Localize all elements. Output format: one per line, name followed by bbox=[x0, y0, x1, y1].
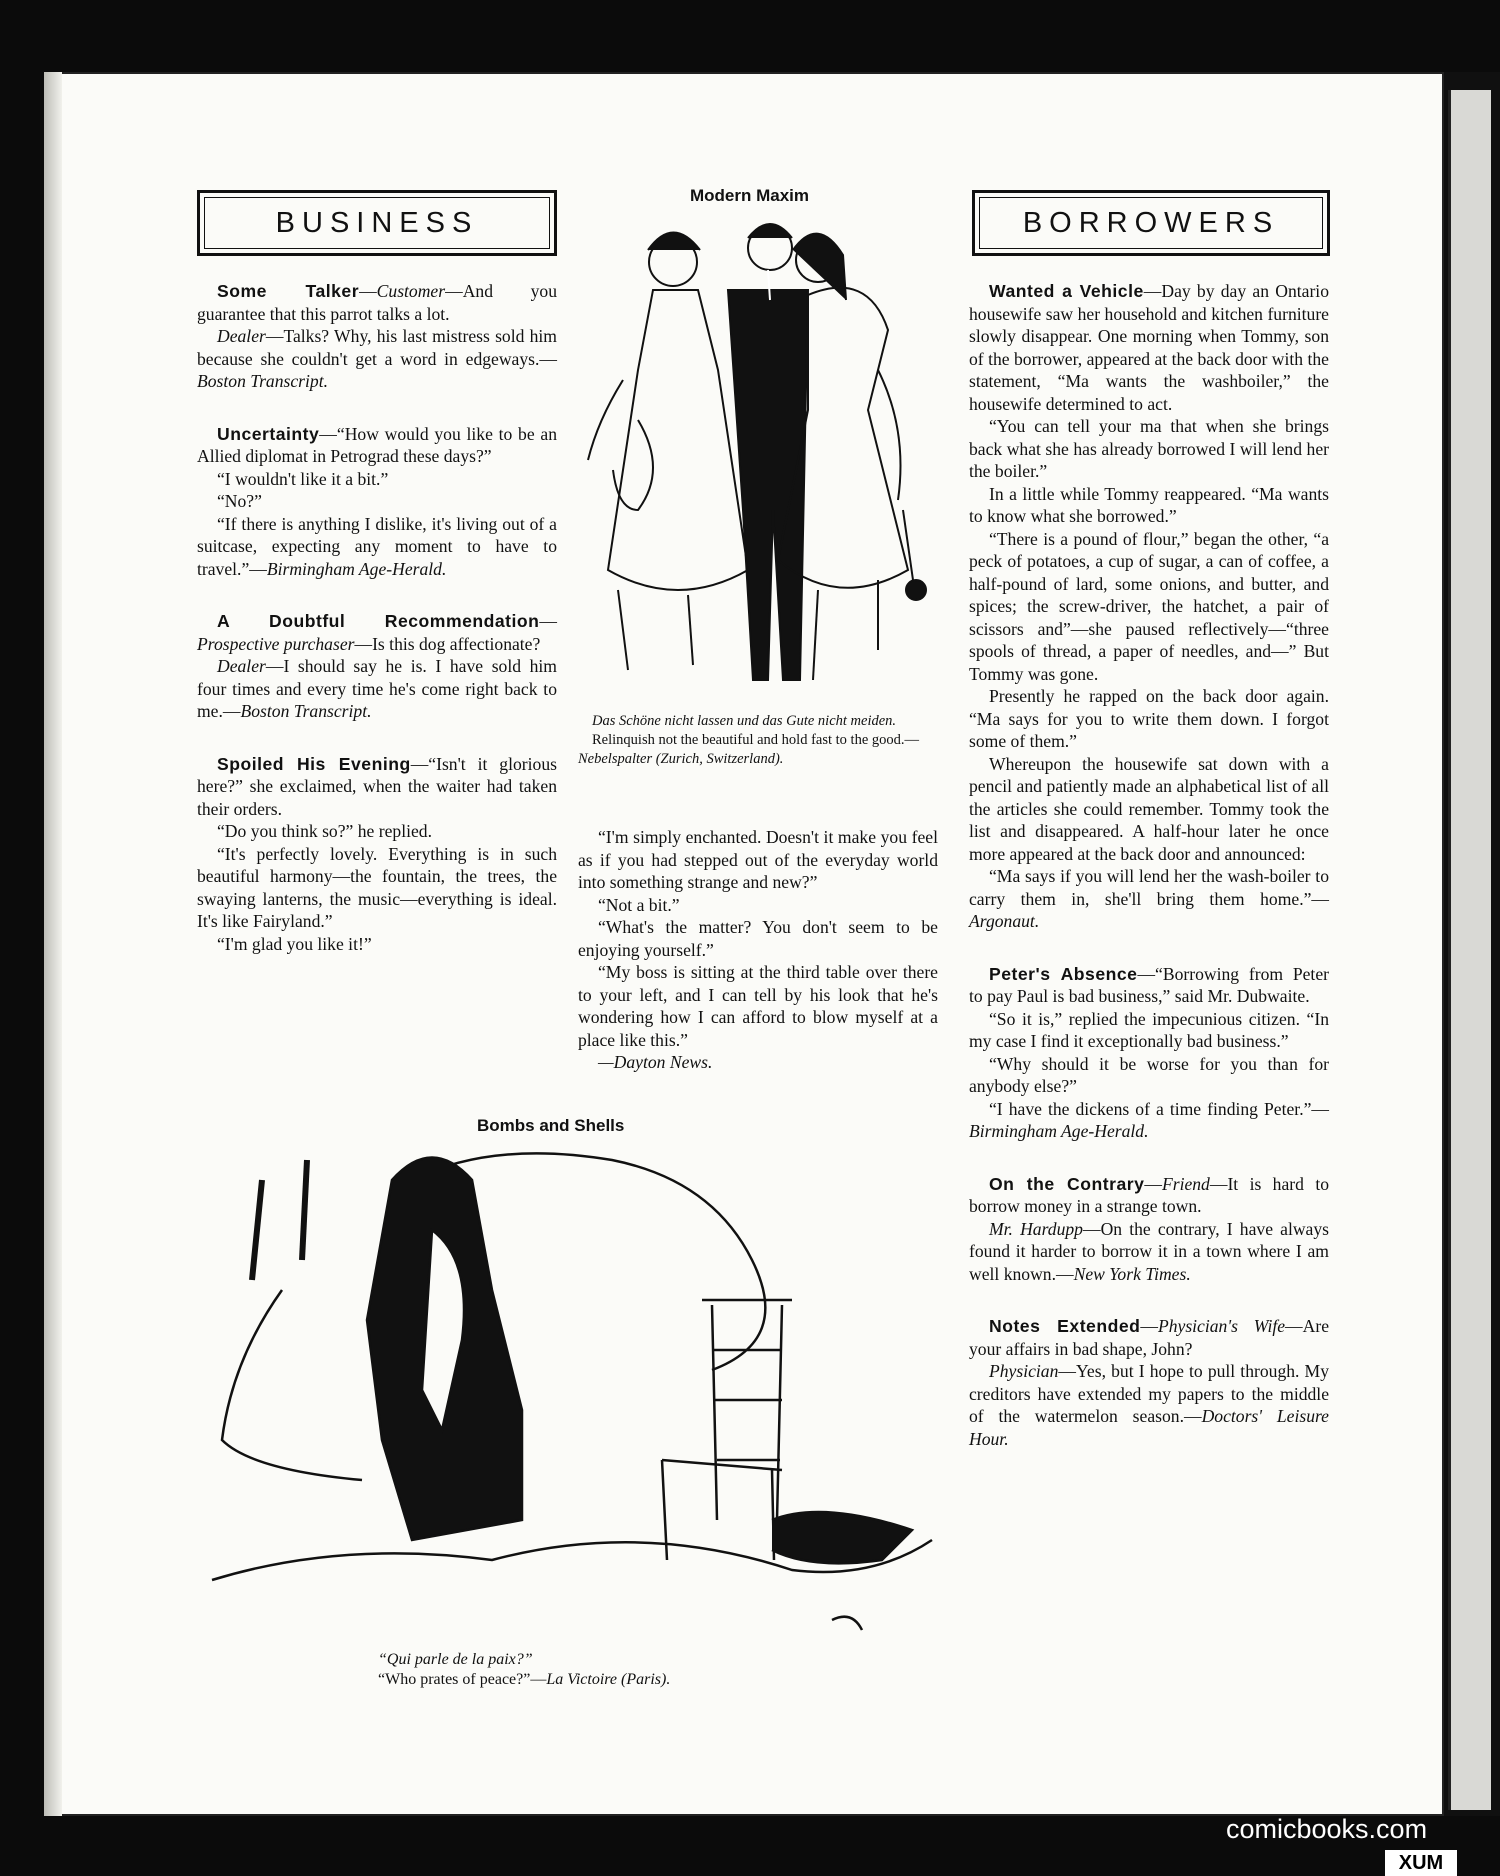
story-some-talker: Some Talker—Customer—And you guarantee that this parrot talks a lot. Dealer—Talks? Why, his last mistress sold him because she couldn't get a word in edgeways.—Boston Transcript. bbox=[197, 281, 557, 391]
caption-english: “Who prates of peace?”— bbox=[378, 1671, 547, 1688]
business-banner bbox=[197, 190, 557, 256]
borrowers-column bbox=[969, 280, 1329, 1480]
page-gutter-shadow bbox=[44, 72, 62, 1816]
watermark-badge: XUM bbox=[1385, 1850, 1457, 1876]
story-head: A Doubtful Recommendation bbox=[217, 611, 540, 631]
caption-source: La Victoire (Paris). bbox=[546, 1671, 671, 1688]
bombs-and-shells-illustration bbox=[192, 1140, 952, 1640]
story-wanted-vehicle: Wanted a Vehicle—Day by day an Ontario housewife saw her household and kitchen furniture slowly disappear. One morning when Tommy, son of the borrower, appeared at the back door with the statement, “Ma wants the washboiler,” the housewife determined to act. “You can tell your ma that when she brings back what she has already borrowed I will lend her the boiler.” In a little while Tommy reappeared. “Ma wants to know what she borrowed.” “There is a pound of flour,” began the other, “a peck of potatoes, a cup of sugar, a can of coffee, a half-pound of lard, some onions, and butter, and spices; the screw-driver, the hatchet, a pair of scissors and”—she paused reflectively—“three spools of thread, a paper of needles, and—” But Tommy was gone. Presently he rapped on the back door again. “Ma says for you to write them down. I forgot some of them.” Whereupon the housewife sat down with a pencil and patiently made an alphabetical list of all the articles she could remember. Tommy took the list and disappeared. A half-hour later he once more appeared at the back door and announced: “Ma says if you will lend her the wash-boiler to carry them in, she'll bring them home.”—Argonaut. bbox=[969, 281, 1329, 931]
borrowers-banner-label: BORROWERS bbox=[1022, 206, 1280, 239]
story-head: Spoiled His Evening bbox=[217, 753, 411, 774]
modern-maxim-caption bbox=[578, 712, 940, 769]
story-uncertainty: Uncertainty—“How would you like to be an Allied diplomat in Petrograd these days?” “I wouldn't like it a bit.” “No?” “If there is anything I dislike, it's living out of a suitcase, expecting any moment to have to travel.”—Birmingham Age-Herald. bbox=[197, 423, 557, 579]
modern-maxim-illustration bbox=[578, 210, 948, 710]
story-continuation: “I'm simply enchanted. Doesn't it make you feel as if you had stepped out of the everyday world into something strange and new?” “Not a bit.” “What's the matter? You don't seem to be enjoying yourself.” “My boss is sitting at the third table over there to your left, and I can tell by his look that he's wondering how I can afford to blow myself at a place like this.” —Dayton News. bbox=[578, 827, 938, 1072]
story-on-the-contrary: On the Contrary—Friend—It is hard to borrow money in a strange town. Mr. Hardupp—On the contrary, I have always found it harder to borrow it in a town where I am well known.—New York Times. bbox=[969, 1173, 1330, 1284]
story-head: Notes Extended bbox=[989, 1316, 1141, 1336]
business-banner-label: BUSINESS bbox=[275, 206, 479, 239]
modern-maxim-title: Modern Maxim bbox=[690, 186, 810, 205]
middle-column bbox=[578, 826, 938, 1104]
borrowers-banner bbox=[972, 190, 1330, 256]
story-peters-absence: Peter's Absence—“Borrowing from Peter to pay Paul is bad business,” said Mr. Dubwaite. “So it is,” replied the impecunious citizen. “In my case I find it exceptionally bad business.” “Why should it be worse for you than for anybody else?” “I have the dickens of a time finding Peter.”—Birmingham Age-Herald. bbox=[969, 963, 1329, 1141]
story-head: Some Talker bbox=[217, 281, 360, 301]
caption-german: Das Schöne nicht lassen und das Gute nicht meiden. bbox=[592, 713, 897, 729]
story-notes-extended: Notes Extended—Physician's Wife—Are your affairs in bad shape, John? Physician—Yes, but I hope to pull through. My creditors have extended my papers to the middle of the watermelon season.—Doctors' Leisure Hour. bbox=[969, 1316, 1329, 1449]
story-spoiled-evening: Spoiled His Evening—“Isn't it glorious here?” she exclaimed, when the waiter had taken their orders. “Do you think so?” he replied. “It's perfectly lovely. Everything is in such beautiful harmony—the fountain, the trees, the swaying lanterns, the music—everything is ideal. It's like Fairyland.” “I'm glad you like it!” bbox=[197, 753, 557, 954]
story-doubtful-recommendation: A Doubtful Recommendation—Prospective purchaser—Is this dog affectionate? Dealer—I should say he is. I have sold him four times and every time he's come right back to me.—Boston Transcript. bbox=[197, 611, 557, 721]
caption-french: “Qui parle de la paix?” bbox=[378, 1651, 533, 1668]
business-column bbox=[197, 280, 557, 985]
caption-source: Nebelspalter (Zurich, Switzerland). bbox=[578, 751, 784, 767]
story-head: Peter's Absence bbox=[989, 963, 1138, 984]
next-page-edge bbox=[1448, 90, 1491, 1810]
bombs-and-shells-caption bbox=[378, 1650, 778, 1690]
caption-english: Relinquish not the beautiful and hold fast to the good.— bbox=[592, 732, 920, 748]
story-head: Uncertainty bbox=[217, 423, 320, 444]
watermark-text: comicbooks.com bbox=[1226, 1814, 1428, 1844]
story-head: On the Contrary bbox=[989, 1173, 1145, 1194]
story-source: —Dayton News. bbox=[598, 1052, 713, 1072]
bombs-and-shells-title: Bombs and Shells bbox=[477, 1116, 625, 1135]
story-head: Wanted a Vehicle bbox=[989, 281, 1144, 301]
